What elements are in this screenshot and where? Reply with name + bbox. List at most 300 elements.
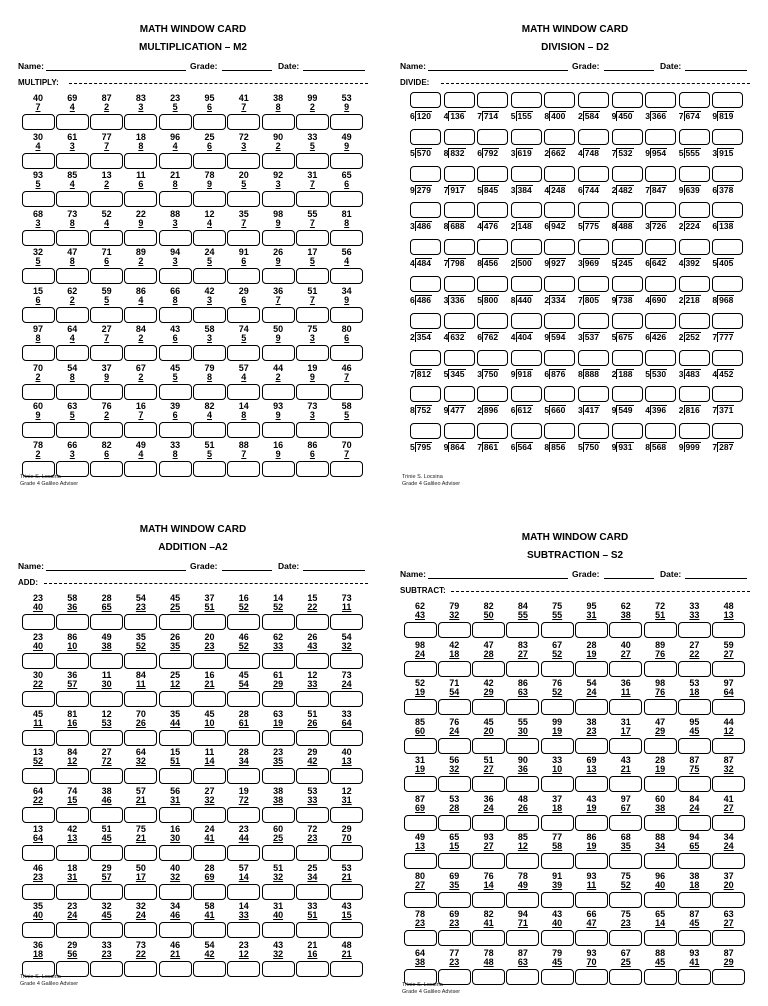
grade-field[interactable] [604, 70, 654, 71]
answer-box[interactable] [124, 230, 157, 246]
answer-box[interactable] [712, 776, 745, 792]
answer-box[interactable] [541, 969, 574, 985]
answer-box[interactable] [609, 815, 642, 831]
name-field[interactable] [46, 70, 186, 71]
answer-box[interactable] [296, 653, 329, 669]
answer-box[interactable] [578, 129, 609, 145]
answer-box[interactable] [124, 614, 157, 630]
answer-box[interactable] [159, 384, 192, 400]
answer-box[interactable] [22, 807, 55, 823]
answer-box[interactable] [678, 853, 711, 869]
answer-box[interactable] [506, 661, 539, 677]
answer-box[interactable] [544, 129, 575, 145]
answer-box[interactable] [679, 350, 710, 366]
answer-box[interactable] [541, 661, 574, 677]
answer-box[interactable] [124, 422, 157, 438]
answer-box[interactable] [679, 129, 710, 145]
answer-box[interactable] [330, 691, 363, 707]
answer-box[interactable] [56, 307, 89, 323]
answer-box[interactable] [193, 884, 226, 900]
answer-box[interactable] [124, 114, 157, 130]
answer-box[interactable] [544, 350, 575, 366]
answer-box[interactable] [90, 884, 123, 900]
answer-box[interactable] [679, 202, 710, 218]
answer-box[interactable] [404, 699, 437, 715]
answer-box[interactable] [438, 815, 471, 831]
answer-box[interactable] [159, 268, 192, 284]
answer-box[interactable] [90, 461, 123, 477]
answer-box[interactable] [124, 807, 157, 823]
answer-box[interactable] [444, 386, 475, 402]
answer-box[interactable] [193, 191, 226, 207]
answer-box[interactable] [227, 114, 260, 130]
answer-box[interactable] [578, 239, 609, 255]
answer-box[interactable] [438, 853, 471, 869]
answer-box[interactable] [22, 922, 55, 938]
answer-box[interactable] [124, 845, 157, 861]
answer-box[interactable] [56, 114, 89, 130]
answer-box[interactable] [644, 815, 677, 831]
answer-box[interactable] [678, 930, 711, 946]
answer-box[interactable] [511, 202, 542, 218]
answer-box[interactable] [90, 922, 123, 938]
answer-box[interactable] [193, 307, 226, 323]
answer-box[interactable] [262, 345, 295, 361]
answer-box[interactable] [90, 422, 123, 438]
answer-box[interactable] [506, 930, 539, 946]
answer-box[interactable] [511, 129, 542, 145]
answer-box[interactable] [193, 422, 226, 438]
answer-box[interactable] [544, 313, 575, 329]
answer-box[interactable] [159, 884, 192, 900]
answer-box[interactable] [90, 307, 123, 323]
answer-box[interactable] [541, 930, 574, 946]
answer-box[interactable] [56, 153, 89, 169]
answer-box[interactable] [159, 614, 192, 630]
answer-box[interactable] [612, 129, 643, 145]
answer-box[interactable] [227, 961, 260, 977]
answer-box[interactable] [511, 166, 542, 182]
answer-box[interactable] [227, 422, 260, 438]
answer-box[interactable] [645, 350, 676, 366]
answer-box[interactable] [609, 622, 642, 638]
answer-box[interactable] [296, 345, 329, 361]
answer-box[interactable] [330, 191, 363, 207]
answer-box[interactable] [678, 699, 711, 715]
answer-box[interactable] [472, 930, 505, 946]
answer-box[interactable] [330, 922, 363, 938]
answer-box[interactable] [193, 268, 226, 284]
answer-box[interactable] [56, 384, 89, 400]
answer-box[interactable] [90, 230, 123, 246]
answer-box[interactable] [678, 738, 711, 754]
answer-box[interactable] [22, 345, 55, 361]
date-field[interactable] [303, 570, 365, 571]
answer-box[interactable] [262, 307, 295, 323]
answer-box[interactable] [90, 114, 123, 130]
answer-box[interactable] [609, 969, 642, 985]
answer-box[interactable] [544, 276, 575, 292]
answer-box[interactable] [193, 653, 226, 669]
answer-box[interactable] [56, 768, 89, 784]
answer-box[interactable] [438, 892, 471, 908]
answer-box[interactable] [678, 969, 711, 985]
answer-box[interactable] [506, 622, 539, 638]
answer-box[interactable] [227, 307, 260, 323]
answer-box[interactable] [296, 614, 329, 630]
answer-box[interactable] [227, 922, 260, 938]
answer-box[interactable] [644, 969, 677, 985]
answer-box[interactable] [124, 307, 157, 323]
answer-box[interactable] [511, 313, 542, 329]
answer-box[interactable] [296, 807, 329, 823]
answer-box[interactable] [472, 815, 505, 831]
answer-box[interactable] [678, 892, 711, 908]
answer-box[interactable] [330, 384, 363, 400]
answer-box[interactable] [56, 691, 89, 707]
answer-box[interactable] [472, 699, 505, 715]
answer-box[interactable] [22, 153, 55, 169]
answer-box[interactable] [22, 691, 55, 707]
answer-box[interactable] [609, 930, 642, 946]
answer-box[interactable] [544, 92, 575, 108]
answer-box[interactable] [262, 730, 295, 746]
answer-box[interactable] [438, 930, 471, 946]
answer-box[interactable] [22, 461, 55, 477]
answer-box[interactable] [645, 276, 676, 292]
answer-box[interactable] [159, 922, 192, 938]
answer-box[interactable] [90, 614, 123, 630]
grade-field[interactable] [222, 70, 272, 71]
answer-box[interactable] [410, 313, 441, 329]
answer-box[interactable] [124, 268, 157, 284]
answer-box[interactable] [90, 961, 123, 977]
answer-box[interactable] [159, 961, 192, 977]
answer-box[interactable] [612, 350, 643, 366]
answer-box[interactable] [56, 614, 89, 630]
answer-box[interactable] [124, 961, 157, 977]
answer-box[interactable] [90, 807, 123, 823]
answer-box[interactable] [645, 202, 676, 218]
answer-box[interactable] [477, 239, 508, 255]
answer-box[interactable] [541, 622, 574, 638]
answer-box[interactable] [578, 276, 609, 292]
answer-box[interactable] [712, 313, 743, 329]
answer-box[interactable] [262, 884, 295, 900]
answer-box[interactable] [227, 884, 260, 900]
answer-box[interactable] [193, 845, 226, 861]
answer-box[interactable] [712, 386, 743, 402]
answer-box[interactable] [56, 230, 89, 246]
answer-box[interactable] [262, 268, 295, 284]
answer-box[interactable] [609, 892, 642, 908]
answer-box[interactable] [22, 114, 55, 130]
answer-box[interactable] [511, 276, 542, 292]
answer-box[interactable] [330, 807, 363, 823]
answer-box[interactable] [193, 461, 226, 477]
answer-box[interactable] [541, 853, 574, 869]
answer-box[interactable] [544, 386, 575, 402]
answer-box[interactable] [330, 153, 363, 169]
answer-box[interactable] [438, 969, 471, 985]
answer-box[interactable] [472, 622, 505, 638]
answer-box[interactable] [404, 661, 437, 677]
answer-box[interactable] [472, 661, 505, 677]
answer-box[interactable] [578, 423, 609, 439]
answer-box[interactable] [193, 922, 226, 938]
answer-box[interactable] [444, 350, 475, 366]
answer-box[interactable] [227, 191, 260, 207]
answer-box[interactable] [227, 461, 260, 477]
answer-box[interactable] [712, 92, 743, 108]
answer-box[interactable] [159, 345, 192, 361]
answer-box[interactable] [227, 845, 260, 861]
answer-box[interactable] [645, 129, 676, 145]
answer-box[interactable] [477, 423, 508, 439]
answer-box[interactable] [159, 307, 192, 323]
answer-box[interactable] [578, 313, 609, 329]
answer-box[interactable] [262, 230, 295, 246]
answer-box[interactable] [644, 622, 677, 638]
answer-box[interactable] [575, 815, 608, 831]
answer-box[interactable] [90, 730, 123, 746]
answer-box[interactable] [644, 892, 677, 908]
answer-box[interactable] [90, 691, 123, 707]
answer-box[interactable] [679, 239, 710, 255]
answer-box[interactable] [612, 202, 643, 218]
answer-box[interactable] [124, 884, 157, 900]
answer-box[interactable] [444, 129, 475, 145]
answer-box[interactable] [330, 230, 363, 246]
answer-box[interactable] [541, 815, 574, 831]
answer-box[interactable] [679, 423, 710, 439]
answer-box[interactable] [296, 845, 329, 861]
answer-box[interactable] [410, 423, 441, 439]
answer-box[interactable] [541, 892, 574, 908]
answer-box[interactable] [712, 930, 745, 946]
answer-box[interactable] [404, 892, 437, 908]
answer-box[interactable] [444, 276, 475, 292]
answer-box[interactable] [477, 350, 508, 366]
answer-box[interactable] [296, 961, 329, 977]
answer-box[interactable] [511, 92, 542, 108]
answer-box[interactable] [124, 922, 157, 938]
answer-box[interactable] [22, 230, 55, 246]
answer-box[interactable] [410, 350, 441, 366]
answer-box[interactable] [262, 153, 295, 169]
answer-box[interactable] [438, 661, 471, 677]
answer-box[interactable] [262, 191, 295, 207]
answer-box[interactable] [645, 92, 676, 108]
answer-box[interactable] [330, 961, 363, 977]
answer-box[interactable] [645, 313, 676, 329]
answer-box[interactable] [227, 614, 260, 630]
answer-box[interactable] [506, 969, 539, 985]
answer-box[interactable] [262, 114, 295, 130]
date-field[interactable] [685, 70, 747, 71]
answer-box[interactable] [712, 166, 743, 182]
answer-box[interactable] [193, 691, 226, 707]
answer-box[interactable] [56, 191, 89, 207]
answer-box[interactable] [262, 384, 295, 400]
answer-box[interactable] [262, 653, 295, 669]
answer-box[interactable] [511, 423, 542, 439]
answer-box[interactable] [90, 653, 123, 669]
answer-box[interactable] [506, 853, 539, 869]
answer-box[interactable] [56, 422, 89, 438]
answer-box[interactable] [330, 653, 363, 669]
answer-box[interactable] [544, 423, 575, 439]
answer-box[interactable] [541, 738, 574, 754]
answer-box[interactable] [712, 892, 745, 908]
answer-box[interactable] [22, 768, 55, 784]
answer-box[interactable] [330, 845, 363, 861]
answer-box[interactable] [22, 653, 55, 669]
answer-box[interactable] [477, 313, 508, 329]
answer-box[interactable] [227, 807, 260, 823]
answer-box[interactable] [712, 661, 745, 677]
answer-box[interactable] [472, 892, 505, 908]
answer-box[interactable] [444, 202, 475, 218]
answer-box[interactable] [575, 892, 608, 908]
answer-box[interactable] [193, 384, 226, 400]
answer-box[interactable] [159, 845, 192, 861]
answer-box[interactable] [578, 92, 609, 108]
answer-box[interactable] [124, 153, 157, 169]
answer-box[interactable] [296, 191, 329, 207]
answer-box[interactable] [444, 423, 475, 439]
answer-box[interactable] [477, 92, 508, 108]
answer-box[interactable] [712, 815, 745, 831]
answer-box[interactable] [124, 691, 157, 707]
answer-box[interactable] [612, 313, 643, 329]
answer-box[interactable] [330, 461, 363, 477]
answer-box[interactable] [544, 239, 575, 255]
answer-box[interactable] [22, 384, 55, 400]
answer-box[interactable] [22, 961, 55, 977]
answer-box[interactable] [712, 969, 745, 985]
answer-box[interactable] [578, 350, 609, 366]
answer-box[interactable] [645, 239, 676, 255]
answer-box[interactable] [124, 653, 157, 669]
answer-box[interactable] [296, 768, 329, 784]
answer-box[interactable] [22, 422, 55, 438]
answer-box[interactable] [644, 776, 677, 792]
answer-box[interactable] [575, 622, 608, 638]
answer-box[interactable] [193, 230, 226, 246]
answer-box[interactable] [159, 191, 192, 207]
answer-box[interactable] [330, 345, 363, 361]
answer-box[interactable] [609, 853, 642, 869]
answer-box[interactable] [575, 661, 608, 677]
answer-box[interactable] [645, 423, 676, 439]
grade-field[interactable] [604, 578, 654, 579]
answer-box[interactable] [296, 114, 329, 130]
answer-box[interactable] [262, 422, 295, 438]
answer-box[interactable] [227, 153, 260, 169]
answer-box[interactable] [712, 239, 743, 255]
answer-box[interactable] [56, 961, 89, 977]
answer-box[interactable] [56, 268, 89, 284]
answer-box[interactable] [296, 730, 329, 746]
answer-box[interactable] [404, 815, 437, 831]
answer-box[interactable] [506, 815, 539, 831]
answer-box[interactable] [124, 768, 157, 784]
answer-box[interactable] [506, 892, 539, 908]
answer-box[interactable] [612, 276, 643, 292]
answer-box[interactable] [678, 661, 711, 677]
answer-box[interactable] [506, 776, 539, 792]
answer-box[interactable] [227, 730, 260, 746]
answer-box[interactable] [90, 768, 123, 784]
answer-box[interactable] [438, 699, 471, 715]
answer-box[interactable] [296, 153, 329, 169]
name-field[interactable] [428, 70, 568, 71]
answer-box[interactable] [159, 114, 192, 130]
answer-box[interactable] [330, 730, 363, 746]
answer-box[interactable] [193, 961, 226, 977]
answer-box[interactable] [330, 307, 363, 323]
answer-box[interactable] [22, 845, 55, 861]
answer-box[interactable] [712, 202, 743, 218]
answer-box[interactable] [444, 92, 475, 108]
answer-box[interactable] [404, 776, 437, 792]
answer-box[interactable] [612, 423, 643, 439]
answer-box[interactable] [227, 653, 260, 669]
answer-box[interactable] [679, 92, 710, 108]
answer-box[interactable] [159, 691, 192, 707]
answer-box[interactable] [330, 768, 363, 784]
answer-box[interactable] [90, 345, 123, 361]
answer-box[interactable] [124, 191, 157, 207]
answer-box[interactable] [330, 268, 363, 284]
answer-box[interactable] [712, 423, 743, 439]
answer-box[interactable] [575, 776, 608, 792]
answer-box[interactable] [679, 276, 710, 292]
answer-box[interactable] [472, 776, 505, 792]
answer-box[interactable] [644, 738, 677, 754]
answer-box[interactable] [159, 807, 192, 823]
answer-box[interactable] [56, 884, 89, 900]
answer-box[interactable] [609, 661, 642, 677]
answer-box[interactable] [124, 384, 157, 400]
answer-box[interactable] [262, 807, 295, 823]
answer-box[interactable] [262, 961, 295, 977]
answer-box[interactable] [679, 313, 710, 329]
answer-box[interactable] [410, 129, 441, 145]
answer-box[interactable] [511, 350, 542, 366]
answer-box[interactable] [22, 268, 55, 284]
answer-box[interactable] [404, 930, 437, 946]
answer-box[interactable] [712, 129, 743, 145]
answer-box[interactable] [645, 166, 676, 182]
answer-box[interactable] [712, 622, 745, 638]
answer-box[interactable] [645, 386, 676, 402]
answer-box[interactable] [410, 202, 441, 218]
answer-box[interactable] [56, 730, 89, 746]
answer-box[interactable] [410, 239, 441, 255]
answer-box[interactable] [438, 738, 471, 754]
answer-box[interactable] [541, 776, 574, 792]
answer-box[interactable] [678, 815, 711, 831]
name-field[interactable] [428, 578, 568, 579]
answer-box[interactable] [159, 153, 192, 169]
answer-box[interactable] [262, 845, 295, 861]
answer-box[interactable] [410, 386, 441, 402]
answer-box[interactable] [575, 738, 608, 754]
answer-box[interactable] [472, 853, 505, 869]
answer-box[interactable] [609, 699, 642, 715]
